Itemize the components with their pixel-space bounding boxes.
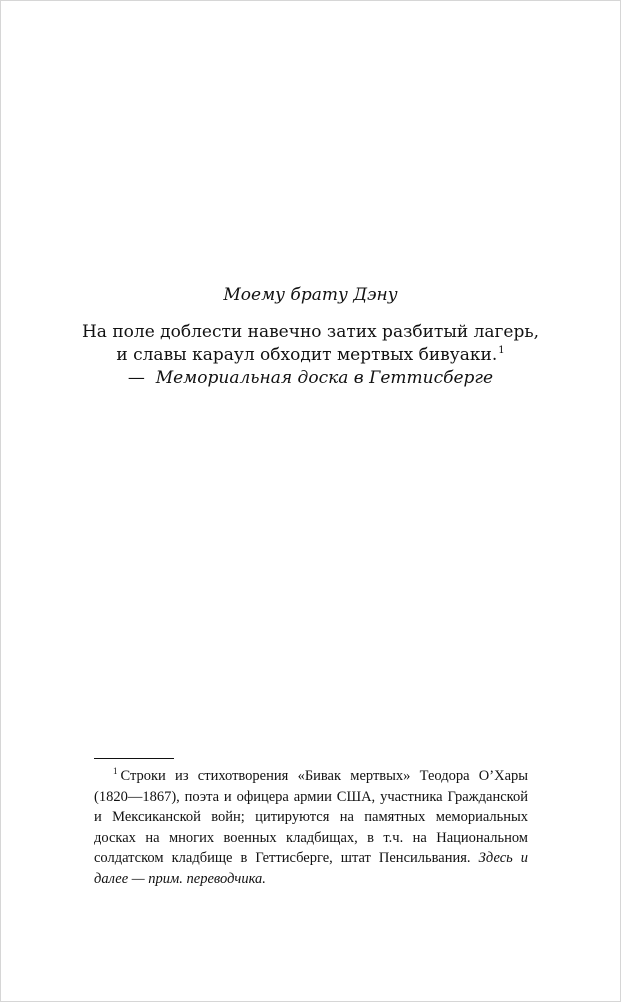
attribution-dash: — [127, 368, 145, 388]
epigraph [1, 321, 620, 390]
footnote-text: Строки из стихотворения «Бивак мертвых» Теодора О’Хары (1820—1867), поэта и офицера армии США, участника Гражданской и Мексиканской войн; цитируются на памятных мемориальных досках на многих военных кладбищах, в т.ч. на Национальном солдатском кладбище в Геттисберге, штат Пенсильвания. [94, 768, 528, 867]
attribution-source: Мемориальная доска в Геттисберге [155, 368, 494, 388]
footnote-translator-note: Здесь и далее — прим. переводчика. [94, 850, 528, 887]
epigraph-line-2: и славы караул обходит мертвых бивуаки. [116, 345, 498, 365]
footnote-marker: 1 [113, 766, 118, 776]
footnote [94, 766, 528, 890]
epigraph-line-1: На поле доблести навечно затих разбитый лагерь, [81, 322, 540, 342]
epigraph-attribution [1, 367, 620, 390]
epigraph-line-2-wrap [1, 344, 620, 367]
dedication: Моему брату Дэну [223, 285, 398, 305]
footnote-divider [94, 758, 174, 759]
footnote-reference[interactable]: 1 [498, 345, 505, 356]
